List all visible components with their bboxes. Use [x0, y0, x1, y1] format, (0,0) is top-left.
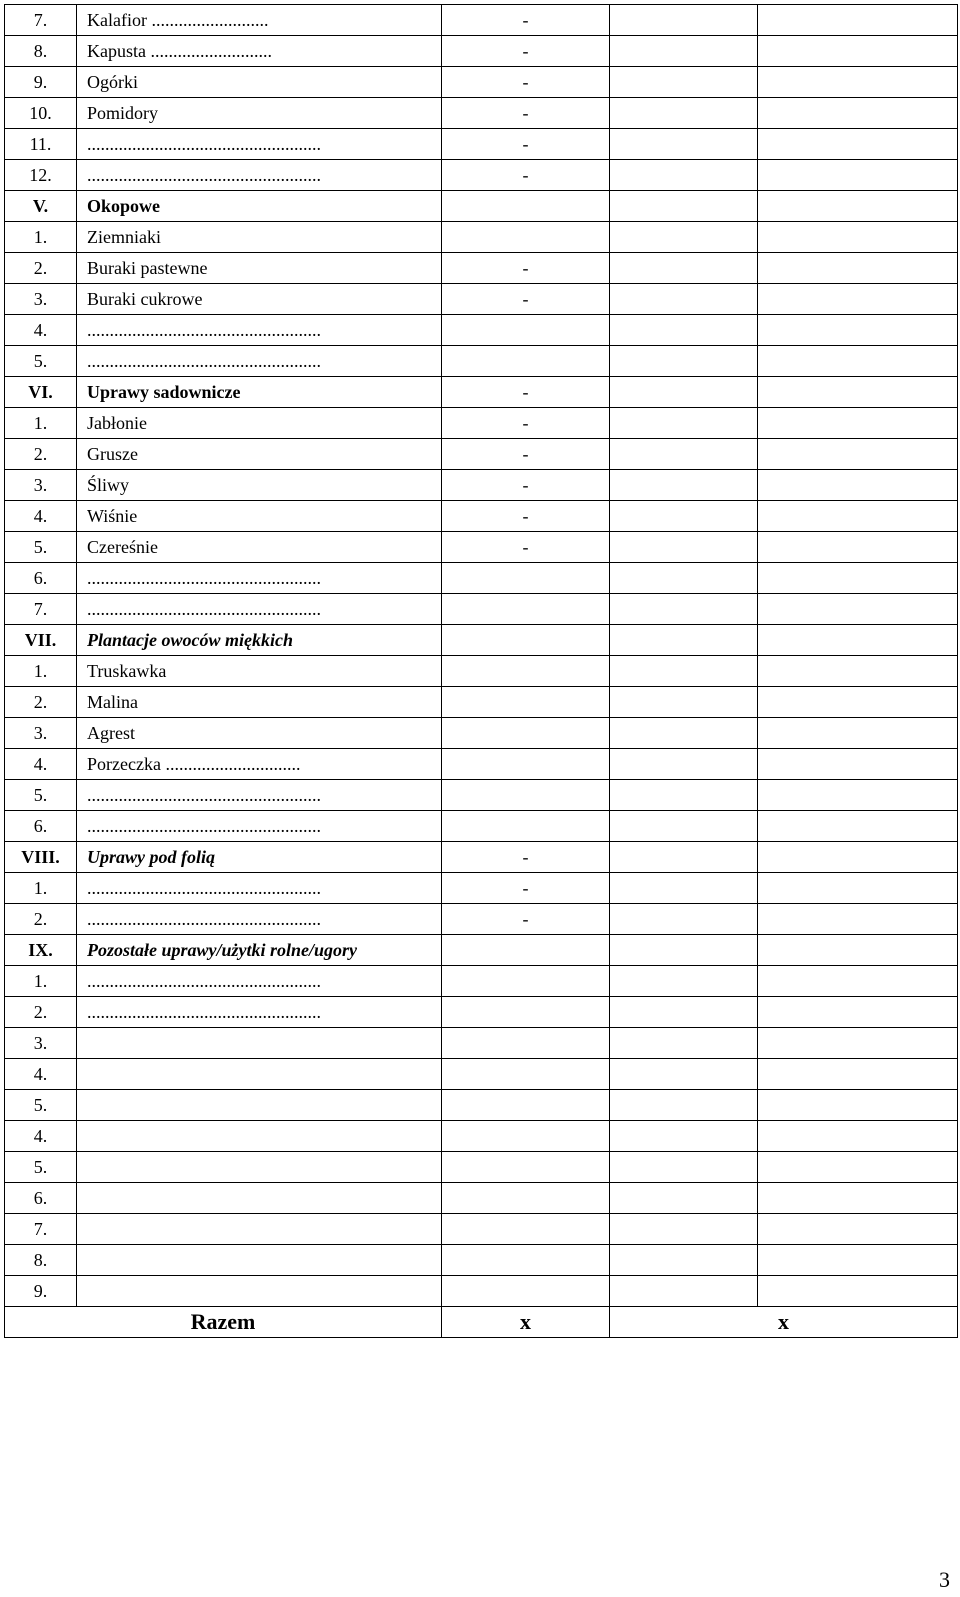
row-value-2 [610, 904, 758, 935]
row-number: 3. [5, 284, 77, 315]
row-name: .................................................... [77, 129, 442, 160]
row-value-2 [610, 470, 758, 501]
table-row [5, 532, 958, 563]
table-row [5, 1245, 958, 1276]
table-row [5, 594, 958, 625]
row-value-1 [442, 749, 610, 780]
table-row [5, 718, 958, 749]
row-number: 6. [5, 563, 77, 594]
row-number: 8. [5, 1245, 77, 1276]
row-value-1 [442, 1059, 610, 1090]
row-value-1: - [442, 408, 610, 439]
row-value-2 [610, 656, 758, 687]
row-value-2 [610, 315, 758, 346]
table-row [5, 1059, 958, 1090]
row-value-2 [610, 346, 758, 377]
table-row [5, 563, 958, 594]
table-row [5, 160, 958, 191]
table-row [5, 5, 958, 36]
table-row [5, 36, 958, 67]
row-value-3 [758, 1183, 958, 1214]
row-value-3 [758, 1245, 958, 1276]
row-name: Uprawy sadownicze [77, 377, 442, 408]
row-value-2 [610, 1090, 758, 1121]
row-value-1 [442, 935, 610, 966]
row-value-3 [758, 1276, 958, 1307]
row-value-2 [610, 966, 758, 997]
table-row [5, 253, 958, 284]
row-value-2 [610, 780, 758, 811]
row-name [77, 1183, 442, 1214]
table-row [5, 687, 958, 718]
row-value-1 [442, 1090, 610, 1121]
row-value-1 [442, 1214, 610, 1245]
row-value-1 [442, 625, 610, 656]
row-value-2 [610, 687, 758, 718]
table-row [5, 501, 958, 532]
row-value-1: - [442, 98, 610, 129]
table-row [5, 1183, 958, 1214]
row-name: Porzeczka .............................. [77, 749, 442, 780]
row-value-2 [610, 563, 758, 594]
row-value-3 [758, 470, 958, 501]
row-name: .................................................... [77, 160, 442, 191]
row-value-1 [442, 1245, 610, 1276]
row-number: 2. [5, 439, 77, 470]
row-value-1 [442, 594, 610, 625]
row-name: Czereśnie [77, 532, 442, 563]
row-value-2 [610, 98, 758, 129]
row-number: 2. [5, 997, 77, 1028]
row-name [77, 1214, 442, 1245]
table-row [5, 284, 958, 315]
row-value-3 [758, 67, 958, 98]
row-name: .................................................... [77, 315, 442, 346]
row-name [77, 1276, 442, 1307]
row-number: 6. [5, 811, 77, 842]
row-value-3 [758, 253, 958, 284]
row-name: Okopowe [77, 191, 442, 222]
table-row [5, 439, 958, 470]
row-value-1 [442, 966, 610, 997]
row-number: 9. [5, 1276, 77, 1307]
row-value-3 [758, 935, 958, 966]
row-value-3 [758, 563, 958, 594]
row-name [77, 1059, 442, 1090]
row-value-2 [610, 1214, 758, 1245]
row-value-1 [442, 563, 610, 594]
table-row [5, 1121, 958, 1152]
row-value-2 [610, 1059, 758, 1090]
row-value-1: - [442, 129, 610, 160]
row-name: .................................................... [77, 904, 442, 935]
row-value-3 [758, 749, 958, 780]
row-name: Pomidory [77, 98, 442, 129]
row-name: Uprawy pod folią [77, 842, 442, 873]
row-value-3 [758, 625, 958, 656]
row-value-1 [442, 1183, 610, 1214]
row-value-2 [610, 997, 758, 1028]
row-number: 12. [5, 160, 77, 191]
row-number: 5. [5, 346, 77, 377]
row-name [77, 1152, 442, 1183]
row-value-3 [758, 5, 958, 36]
row-value-2 [610, 1152, 758, 1183]
row-value-2 [610, 1028, 758, 1059]
table-row [5, 873, 958, 904]
row-value-2 [610, 718, 758, 749]
row-value-2 [610, 377, 758, 408]
table-row [5, 1276, 958, 1307]
row-value-3 [758, 1028, 958, 1059]
row-number: 11. [5, 129, 77, 160]
row-value-1: - [442, 501, 610, 532]
row-value-2 [610, 160, 758, 191]
row-value-2 [610, 5, 758, 36]
row-name: .................................................... [77, 997, 442, 1028]
table-row [5, 1090, 958, 1121]
row-number: 4. [5, 749, 77, 780]
row-value-3 [758, 501, 958, 532]
row-value-3 [758, 129, 958, 160]
row-value-2 [610, 842, 758, 873]
row-name: Jabłonie [77, 408, 442, 439]
row-name: Kapusta ........................... [77, 36, 442, 67]
row-value-1 [442, 1028, 610, 1059]
row-number: 7. [5, 5, 77, 36]
table-row [5, 997, 958, 1028]
row-value-1 [442, 1276, 610, 1307]
row-value-1 [442, 346, 610, 377]
row-value-2 [610, 36, 758, 67]
page-number: 3 [939, 1567, 950, 1592]
row-number: 7. [5, 594, 77, 625]
row-value-3 [758, 687, 958, 718]
table-row [5, 408, 958, 439]
row-number: VIII. [5, 842, 77, 873]
table-row [5, 904, 958, 935]
row-name [77, 1028, 442, 1059]
row-value-2 [610, 439, 758, 470]
row-value-1 [442, 222, 610, 253]
row-value-3 [758, 36, 958, 67]
row-value-1 [442, 656, 610, 687]
row-value-2 [610, 1121, 758, 1152]
row-number: 1. [5, 873, 77, 904]
row-name: .................................................... [77, 563, 442, 594]
row-number: 6. [5, 1183, 77, 1214]
table-row [5, 780, 958, 811]
row-name: .................................................... [77, 594, 442, 625]
row-value-3 [758, 656, 958, 687]
row-value-1: - [442, 470, 610, 501]
row-value-3 [758, 315, 958, 346]
row-value-2 [610, 408, 758, 439]
row-value-1 [442, 811, 610, 842]
row-number: 9. [5, 67, 77, 98]
row-number: 5. [5, 1090, 77, 1121]
row-name: Truskawka [77, 656, 442, 687]
row-name [77, 1245, 442, 1276]
row-value-3 [758, 1152, 958, 1183]
table-row [5, 811, 958, 842]
row-number: IX. [5, 935, 77, 966]
row-value-3 [758, 1121, 958, 1152]
total-col-2: x [610, 1307, 958, 1338]
row-value-3 [758, 98, 958, 129]
row-value-3 [758, 346, 958, 377]
row-value-2 [610, 284, 758, 315]
row-value-2 [610, 811, 758, 842]
row-number: 4. [5, 1121, 77, 1152]
row-number: 1. [5, 222, 77, 253]
row-value-1: - [442, 439, 610, 470]
row-value-1: - [442, 284, 610, 315]
row-name: .................................................... [77, 966, 442, 997]
row-name: .................................................... [77, 873, 442, 904]
row-value-1: - [442, 873, 610, 904]
table-row [5, 842, 958, 873]
row-value-1 [442, 718, 610, 749]
row-number: 3. [5, 1028, 77, 1059]
row-value-3 [758, 408, 958, 439]
row-value-1: - [442, 904, 610, 935]
row-value-3 [758, 1059, 958, 1090]
row-number: V. [5, 191, 77, 222]
row-value-3 [758, 1090, 958, 1121]
table-row [5, 315, 958, 346]
table-row [5, 1028, 958, 1059]
row-value-3 [758, 532, 958, 563]
row-value-2 [610, 625, 758, 656]
row-number: 4. [5, 315, 77, 346]
crops-table [4, 4, 958, 1338]
row-number: 5. [5, 780, 77, 811]
row-value-2 [610, 1245, 758, 1276]
row-value-3 [758, 191, 958, 222]
row-name: Pozostałe uprawy/użytki rolne/ugory [77, 935, 442, 966]
row-value-1 [442, 780, 610, 811]
row-number: VI. [5, 377, 77, 408]
table-row [5, 470, 958, 501]
row-value-2 [610, 1183, 758, 1214]
row-name: .................................................... [77, 780, 442, 811]
row-value-2 [610, 749, 758, 780]
row-number: 2. [5, 904, 77, 935]
row-value-1 [442, 1152, 610, 1183]
total-col-1: x [442, 1307, 610, 1338]
row-value-2 [610, 1276, 758, 1307]
table-row [5, 67, 958, 98]
row-value-3 [758, 284, 958, 315]
row-number: 5. [5, 532, 77, 563]
row-name: Śliwy [77, 470, 442, 501]
row-value-3 [758, 780, 958, 811]
table-row [5, 129, 958, 160]
row-value-1: - [442, 842, 610, 873]
row-name: Wiśnie [77, 501, 442, 532]
row-value-1 [442, 191, 610, 222]
table-row [5, 191, 958, 222]
row-name: Ziemniaki [77, 222, 442, 253]
row-number: 1. [5, 966, 77, 997]
table-row [5, 98, 958, 129]
row-value-3 [758, 966, 958, 997]
row-value-1: - [442, 5, 610, 36]
total-label: Razem [5, 1307, 442, 1338]
row-name: Ogórki [77, 67, 442, 98]
row-value-1 [442, 997, 610, 1028]
row-value-1: - [442, 160, 610, 191]
table-row [5, 966, 958, 997]
row-name: Buraki pastewne [77, 253, 442, 284]
row-value-3 [758, 1214, 958, 1245]
row-value-1 [442, 1121, 610, 1152]
row-name: Malina [77, 687, 442, 718]
table-row [5, 222, 958, 253]
row-value-3 [758, 160, 958, 191]
row-number: 8. [5, 36, 77, 67]
row-number: 7. [5, 1214, 77, 1245]
table-body [5, 5, 958, 1307]
row-value-2 [610, 129, 758, 160]
row-name [77, 1090, 442, 1121]
row-number: 3. [5, 718, 77, 749]
table-row [5, 346, 958, 377]
row-value-3 [758, 594, 958, 625]
row-number: 5. [5, 1152, 77, 1183]
row-value-1 [442, 687, 610, 718]
row-value-1: - [442, 377, 610, 408]
table-row [5, 1214, 958, 1245]
row-value-3 [758, 439, 958, 470]
row-value-2 [610, 67, 758, 98]
row-number: 10. [5, 98, 77, 129]
row-name: Kalafior .......................... [77, 5, 442, 36]
row-value-3 [758, 811, 958, 842]
row-value-1: - [442, 532, 610, 563]
row-name: .................................................... [77, 811, 442, 842]
table-row [5, 625, 958, 656]
row-value-2 [610, 594, 758, 625]
row-value-1: - [442, 253, 610, 284]
row-value-1: - [442, 67, 610, 98]
table-row [5, 377, 958, 408]
row-number: 2. [5, 687, 77, 718]
row-value-2 [610, 191, 758, 222]
total-row [5, 1307, 958, 1338]
row-name: Buraki cukrowe [77, 284, 442, 315]
row-name: Agrest [77, 718, 442, 749]
row-value-3 [758, 377, 958, 408]
row-value-3 [758, 997, 958, 1028]
row-value-2 [610, 935, 758, 966]
row-value-3 [758, 842, 958, 873]
row-value-2 [610, 532, 758, 563]
row-number: 4. [5, 501, 77, 532]
row-value-2 [610, 253, 758, 284]
row-value-2 [610, 501, 758, 532]
row-value-1 [442, 315, 610, 346]
row-name: Grusze [77, 439, 442, 470]
table-row [5, 935, 958, 966]
table-row [5, 1152, 958, 1183]
row-number: VII. [5, 625, 77, 656]
row-number: 1. [5, 656, 77, 687]
row-name: .................................................... [77, 346, 442, 377]
row-value-2 [610, 873, 758, 904]
row-value-1: - [442, 36, 610, 67]
row-number: 3. [5, 470, 77, 501]
row-name [77, 1121, 442, 1152]
table-row [5, 749, 958, 780]
row-value-2 [610, 222, 758, 253]
row-number: 1. [5, 408, 77, 439]
row-value-3 [758, 904, 958, 935]
row-value-3 [758, 718, 958, 749]
row-value-3 [758, 222, 958, 253]
row-number: 4. [5, 1059, 77, 1090]
row-name: Plantacje owoców miękkich [77, 625, 442, 656]
row-number: 2. [5, 253, 77, 284]
row-value-3 [758, 873, 958, 904]
table-row [5, 656, 958, 687]
